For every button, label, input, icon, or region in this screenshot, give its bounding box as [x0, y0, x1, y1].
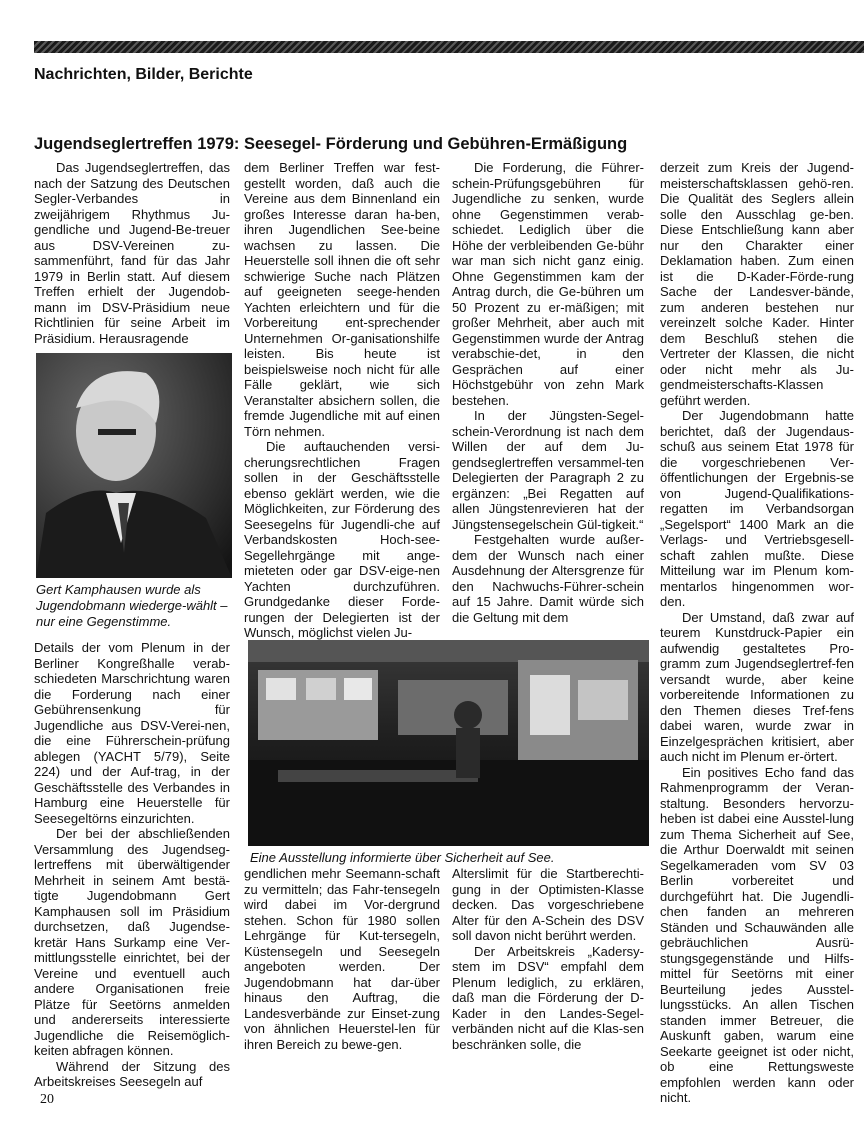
paragraph: Der bei der abschließenden Versammlung des Jugendseg-lertreffens mit überwältigender Mehrheit in seinem Amt bestä-tigte Jugendobmann Gert Kamphausen soll im Präsidium durchsetzen, daß Jugendse-kretär Hans Surkamp eine Ver-mittlungsstelle einrichtet, bei der Vereine und eventuell auch andere Organisationen freie Plätze für Seetörns anmelden und andererseits interessierte Jugendliche die Reisemöglich-keiten abfragen können. — [34, 826, 230, 1058]
paragraph: Die Forderung, die Führer-schein-Prüfungsgebühren für Jugendliche zu senken, wurde ohne Gegenstimmen verab-schiedet. Lediglich über die Höhe der verbleibenden Ge-bühr war man sich nicht ganz einig. Ohne Gegenstimmen kam der Antrag durch, die Ge-bühren um 50 Prozent zu er-mäßigen; mit großer Mehrheit, aber auch mit Gegenstimmen wurde der Antrag verabschie-det, in den Gesprächen auf einer Höchstgebühr von zehn Mark bestehen. — [452, 160, 644, 408]
paragraph: In der Jüngsten-Segel-schein-Verordnung ist nach dem Willen der auf dem Ju-gendseglertreffen versammel-ten Delegierten der Paragraph 2 zu ergänzen: „Bei Regatten auf allen Jüngstenrevieren hat der Jüngstensegelschein Gül-tigkeit.“ — [452, 408, 644, 532]
column-1-bottom — [34, 640, 230, 1090]
column-2-bottom — [244, 866, 440, 1052]
portrait-caption: Gert Kamphausen wurde als Jugendobmann wiederge-wählt – nur eine Gegenstimme. — [36, 582, 228, 629]
paragraph: Alterslimit für die Startberechti-gung in der Optimisten-Klasse decken. Das vorgeschriebene Alter für den A-Schein des DSV soll davon nicht berührt werden. — [452, 866, 644, 943]
column-3-top — [452, 160, 644, 625]
section-title: Nachrichten, Bilder, Berichte — [34, 66, 253, 83]
portrait-photo — [36, 353, 232, 578]
paragraph: Der Arbeitskreis „Kadersy-stem im DSV“ empfahl dem Plenum lediglich, zu erklären, daß man die Förderung der D-Kader in den Landes-Segel-verbänden nicht auf die Klas-sen beschränken solle, die — [452, 943, 644, 1052]
paragraph: Der Umstand, daß zwar auf teurem Kunstdruck-Papier ein aufwendig gestaltetes Pro-gramm zum Jugendseglertref-fen versandt wurde, aber keine vorbereitende Informationen zu den Themen dieses Tref-fens dabei waren, wurde zwar in Einzelgesprächen kritisiert, aber auch nicht im Plenum er-örtert. — [660, 609, 854, 764]
paragraph: Ein positives Echo fand das Rahmenprogramm der Veran-staltung. Besonders hervorzu-heben ist dabei eine Ausstel-lung zum Thema Sicherheit auf See, die Arthur Doerwaldt mit seinen Segelkameraden vom SV 03 Berlin vorbereitet und durchgeführt hat. Die Jugendli-chen fanden an mehreren Ständen und Schauwänden alle gebräuchlichen Ausrü-stungsgegenstände und Hilfs-mittel für Seetörns mit einer Beurteilung jedes Ausstel-lungsstücks. An allen Tischen standen immer Betreuer, die Auskunft gaben, warum eine Seekarte geeignet ist oder nicht, ob eine Rettungsweste empfohlen werden kann oder nicht. — [660, 764, 854, 1105]
paragraph: Während der Sitzung des Arbeitskreises Seesegeln auf — [34, 1058, 230, 1089]
portrait-image-icon — [36, 353, 232, 578]
paragraph: Das Jugendseglertreffen, das nach der Satzung des Deutschen Segler-Verbandes in zweijährigem Rhythmus Ju-gendliche und Jugend-Be-treuer aus DSV-Vereinen zu-sammenführt, fand für das Jahr 1979 in Berlin statt. Auf diesem Treffen erhielt der Jugendob-mann im DSV-Präsidium neue Richtlinien für seine Arbeit im Präsidium. Herausragende — [34, 160, 230, 346]
exhibition-caption: Eine Ausstellung informierte über Sicherheit auf See. — [250, 850, 555, 865]
header-decorative-bar — [34, 41, 864, 53]
paragraph: Festgehalten wurde außer-dem der Wunsch nach einer Ausdehnung der Altersgrenze für den Nachwuchs-Führer-schein auf 15 Jahre. Damit würde sich die Geltung mit dem — [452, 532, 644, 625]
article-headline: Jugendseglertreffen 1979: Seesegel- Förderung und Gebühren-Ermäßigung — [34, 135, 628, 153]
paragraph: dem Berliner Treffen war fest-gestellt worden, daß auch die Vereine aus dem Binnenland ein großes Interesse daran ha-ben, ihren Jugendlichen See-beine wachsen zu lassen. Die Heuerstelle soll ihnen die oft sehr schwierige Suche nach Plätzen auf geeigneten seege-henden Yachten erleichtern und für die Vorbereitung ent-sprechender Unternehmen Or-ganisationshilfe leisten. Bis heute ist beispielsweise noch nicht für alle Fälle geklärt, wie sich Veranstalter absichern sollen, die fremde Jugendliche mit auf einen Törn nehmen. — [244, 160, 440, 439]
paragraph: gendlichen mehr Seemann-schaft zu vermitteln; das Fahr-tensegeln wird dabei im Vor-dergrund stehen. Schon für 1980 sollen Lehrgänge für Kut-tersegeln, Küstensegeln und Seesegeln angeboten werden. Der Jugendobmann hat dar-über hinaus den Auftrag, die Landesverbände zur Einset-zung von ähnlichen Heuerstel-len für ihren Bereich zu bewe-gen. — [244, 866, 440, 1052]
column-4 — [660, 160, 854, 1106]
paragraph: Die auftauchenden versi-cherungsrechtlichen Fragen sollen in der Geschäftsstelle ebenso geklärt werden, wie die Möglichkeiten, zur Förderung des Seesegelns für Jugendli-che auf Verbandskosten Hoch-see-Segellehrgänge mit ange-mieteten oder gar DSV-eige-nen Yachten durchzuführen. Grundgedanke dieser Forde-rungen der Delegierten ist der Wunsch, möglichst vielen Ju- — [244, 439, 440, 640]
column-3-bottom — [452, 866, 644, 1052]
page-number: 20 — [40, 1092, 54, 1107]
paragraph: Der Jugendobmann hatte berichtet, daß der Jugendaus-schuß aus seinem Etat 1978 für die vorgeschriebenen Ver-öffentlichungen der Ergebnis-se von Jugend-Qualifikations-regatten im Verbandsorgan „Segelsport“ 1400 Mark an die Verlags- und Vertriebsgesell-schaft zahlen mußte. Diese Mitteilung war im Plenum kom-mentarlos hingenommen wor-den. — [660, 408, 854, 609]
paragraph: Details der vom Plenum in der Berliner Kongreßhalle verab-schiedeten Marschrichtung waren die Forderung nach einer Gebührensenkung für Jugendliche aus DSV-Verei-nen, die eine Führerschein-prüfung ablegen (YACHT 5/79), Seite 224) und der Auf-trag, in der Geschäftsstelle des Verbandes in Hamburg eine Heuerstelle für Seesegeltörns einzurichten. — [34, 640, 230, 826]
column-1-top — [34, 160, 230, 346]
column-2-top — [244, 160, 440, 641]
exhibition-image-icon — [248, 640, 649, 846]
paragraph: derzeit zum Kreis der Jugend-meisterschaftsklassen gehö-ren. Die Qualität des Seglers allein solle den Ausschlag ge-ben. Diese Entschließung kann aber nur den Charakter einer Deklamation haben. Zum einen ist die D-Kader-Förde-rung Sache der Landesver-bände, zum anderen bestehen nur vereinzelt solche Kader. Hinter dem Beschluß stehen die Vertreter der Klassen, die nicht oder nicht mehr als Ju-gendmeisterschafts-Klassen geführt werden. — [660, 160, 854, 408]
exhibition-photo — [248, 640, 649, 846]
